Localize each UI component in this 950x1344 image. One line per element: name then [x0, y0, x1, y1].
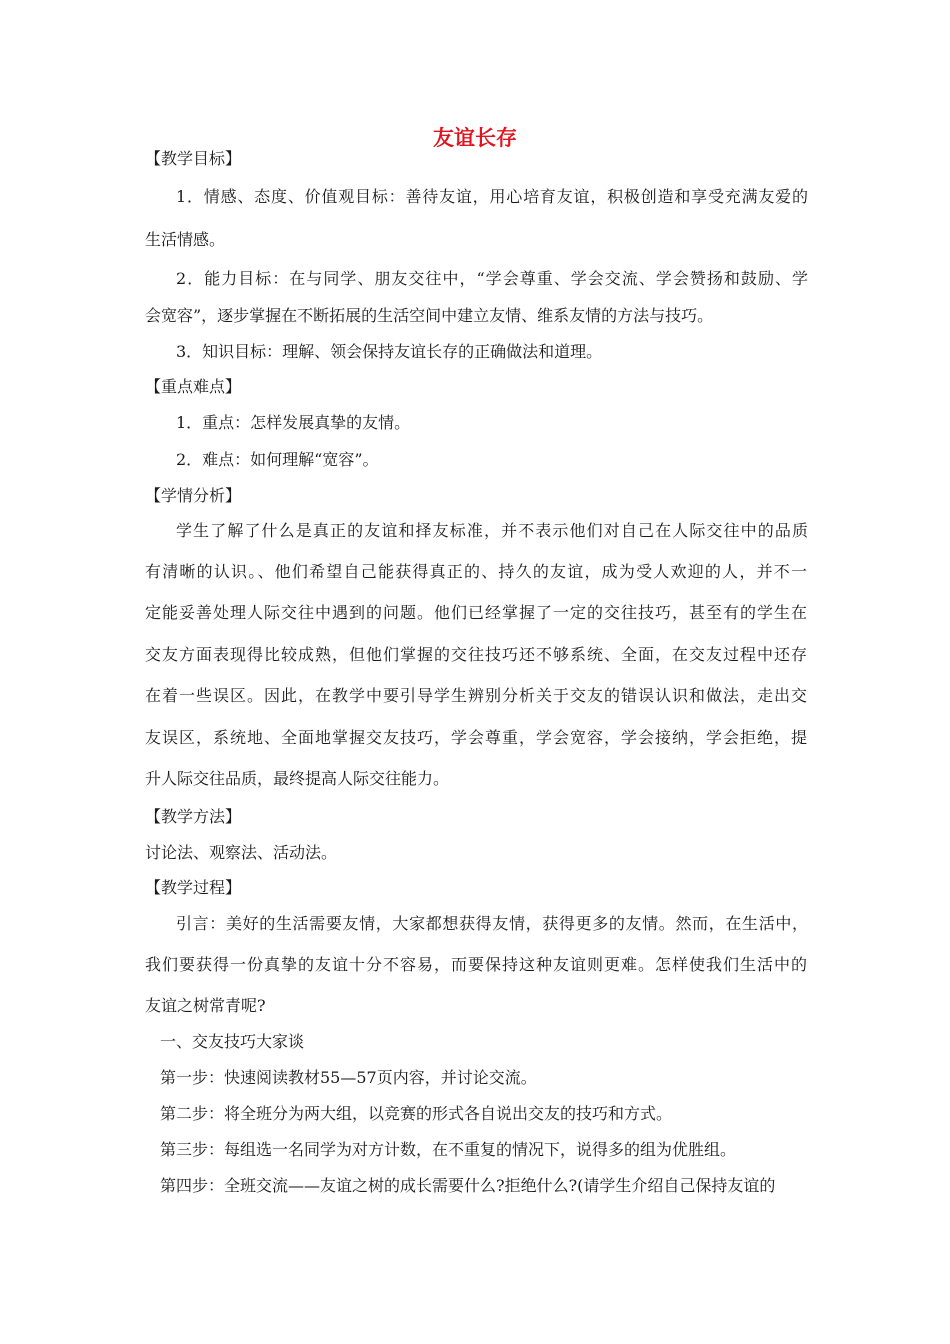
paragraph-line: 有清晰的认识。、他们希望自己能获得真正的、持久的友谊，成为受人欢迎的人，并不一	[145, 562, 807, 581]
paragraph-line: 讨论法、观察法、活动法。	[145, 843, 338, 862]
section-heading-analysis: 【学情分析】	[145, 486, 242, 505]
paragraph-line: 友谊之树常青呢?	[145, 996, 266, 1015]
paragraph-line: 会宽容”，逐步掌握在不断拓展的生活空间中建立友情、维系友情的方法与技巧。	[145, 306, 714, 325]
paragraph-line: 学生了解了什么是真正的友谊和择友标准，并不表示他们对自己在人际交往中的品质	[176, 521, 808, 540]
paragraph-line: 第二步：将全班分为两大组，以竞赛的形式各自说出交友的技巧和方式。	[160, 1104, 673, 1123]
paragraph-line: 友误区，系统地、全面地掌握交友技巧，学会尊重，学会宽容，学会接纳，学会拒绝，提	[145, 728, 807, 747]
paragraph-line: 2．能力目标：在与同学、朋友交往中，“学会尊重、学会交流、学会赞扬和鼓励、学	[176, 269, 808, 288]
document-title: 友谊长存	[433, 126, 517, 150]
subsection-heading: 一、交友技巧大家谈	[160, 1032, 305, 1051]
section-heading-key-points: 【重点难点】	[145, 377, 242, 396]
section-heading-process: 【教学过程】	[145, 878, 242, 897]
paragraph-line: 升人际交往品质，最终提高人际交往能力。	[145, 769, 450, 788]
paragraph-line: 1．重点：怎样发展真挚的友情。	[176, 413, 411, 432]
paragraph-line: 第三步：每组选一名同学为对方计数，在不重复的情况下，说得多的组为优胜组。	[160, 1140, 737, 1159]
paragraph-line: 2．难点：如何理解“宽容”。	[176, 450, 379, 469]
paragraph-line: 1．情感、态度、价值观目标：善待友谊，用心培育友谊，积极创造和享受充满友爱的	[176, 187, 808, 206]
paragraph-line: 第一步：快速阅读教材55—57页内容，并讨论交流。	[160, 1068, 537, 1087]
paragraph-line: 生活情感。	[145, 230, 226, 249]
section-heading-methods: 【教学方法】	[145, 807, 242, 826]
paragraph-line: 3．知识目标：理解、领会保持友谊长存的正确做法和道理。	[176, 342, 603, 361]
section-heading-objectives: 【教学目标】	[145, 149, 242, 168]
paragraph-line: 在着一些误区。因此，在教学中要引导学生辨别分析关于交友的错误认识和做法，走出交	[145, 686, 807, 705]
paragraph-line: 交友方面表现得比较成熟，但他们掌握的交往技巧还不够系统、全面，在交友过程中还存	[145, 645, 807, 664]
paragraph-line: 第四步：全班交流——友谊之树的成长需要什么?拒绝什么?(请学生介绍自己保持友谊的	[160, 1176, 776, 1195]
paragraph-line: 定能妥善处理人际交往中遇到的问题。他们已经掌握了一定的交往技巧，甚至有的学生在	[145, 603, 807, 622]
paragraph-line: 我们要获得一份真挚的友谊十分不容易，而要保持这种友谊则更难。怎样使我们生活中的	[145, 955, 807, 974]
paragraph-line: 引言：美好的生活需要友情，大家都想获得友情，获得更多的友情。然而，在生活中，	[176, 914, 808, 933]
